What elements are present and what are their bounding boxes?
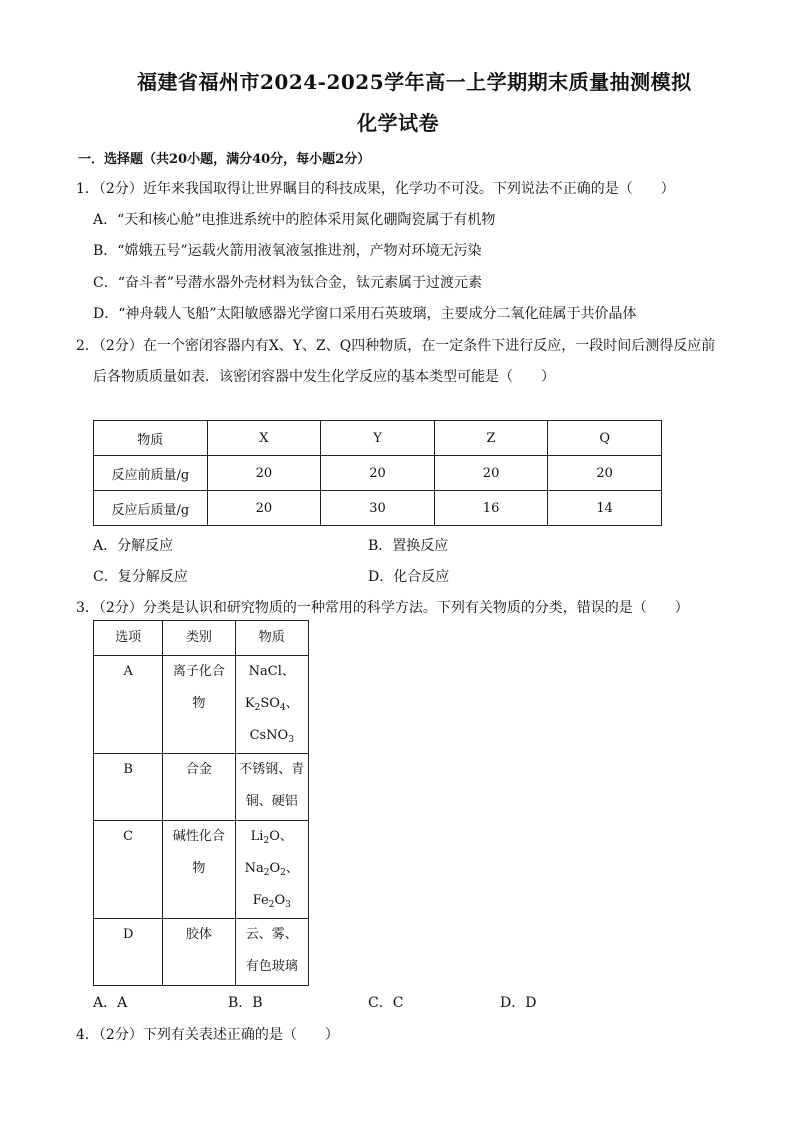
question-3-option-a[interactable]: A．A [93, 995, 128, 1011]
table-row [94, 656, 309, 754]
table-header-cell: 物质 [94, 421, 208, 456]
question-1-option-d[interactable]: D．“神舟载人飞船”太阳敏感器光学窗口采用石英玻璃，主要成分二氧化硅属于共价晶体 [93, 306, 637, 322]
table-cell: 反应后质量/g [94, 491, 208, 526]
formula-subscript: 4 [279, 703, 286, 713]
table-row [94, 754, 309, 821]
table-cell: 20 [321, 456, 435, 491]
table-cell-category [163, 754, 235, 821]
table-header-cell: 物质 [235, 621, 308, 656]
question-2-stem-line2: 后各物质质量如表．该密闭容器中发生化学反应的基本类型可能是（ ） [93, 369, 555, 385]
table-row [94, 491, 662, 526]
table-cell-category [163, 919, 235, 986]
cell-line: 云、雾、 [245, 927, 298, 942]
section-heading: 一．选择题（共20小题，满分40分，每小题2分） [78, 152, 371, 167]
question-2-table [93, 420, 662, 526]
question-1-option-c[interactable]: C．“奋斗者”号潜水器外壳材料为钛合金，钛元素属于过渡元素 [93, 275, 483, 291]
formula-subscript: 2 [263, 868, 270, 878]
question-3-option-b[interactable]: B．B [228, 995, 263, 1011]
formula-text: O [269, 861, 281, 876]
cell-line [236, 656, 308, 688]
formula-subscript: 2 [280, 868, 286, 878]
question-3-table [93, 620, 309, 986]
table-header-row [94, 621, 309, 656]
table-cell: 14 [548, 491, 662, 526]
cell-line [236, 720, 308, 752]
question-3-stem: 3．（2分）分类是认识和研究物质的一种常用的科学方法。下列有关物质的分类，错误的是（ ） [76, 600, 689, 616]
page-title-line1: 福建省福州市2024-2025学年高一上学期期末质量抽测模拟 [137, 70, 692, 94]
question-3-option-d[interactable]: D．D [500, 995, 537, 1011]
table-cell: 16 [434, 491, 548, 526]
formula-subscript: 2 [263, 836, 270, 846]
question-1-stem: 1．（2分）近年来我国取得让世界瞩目的科技成果，化学功不可没。下列说法不正确的是（ ） [76, 181, 675, 197]
page-title-line2: 化学试卷 [357, 111, 439, 135]
table-header-cell: Z [434, 421, 548, 456]
formula-subscript: 2 [268, 900, 275, 910]
table-cell-category [163, 656, 235, 754]
formula-text: K [244, 696, 255, 711]
formula-text: CsNO [249, 728, 289, 743]
table-header-row [94, 421, 662, 456]
table-cell: 反应前质量/g [94, 456, 208, 491]
cell-line [236, 688, 308, 720]
question-1-option-a[interactable]: A．“天和核心舱”电推进系统中的腔体采用氮化硼陶瓷属于有机物 [93, 212, 496, 228]
formula-text: O [274, 893, 286, 908]
cell-line: 物 [192, 696, 206, 711]
table-cell: 30 [321, 491, 435, 526]
table-header-cell: Q [548, 421, 662, 456]
table-cell-substance [235, 821, 308, 919]
cell-line: 离子化合 [172, 664, 225, 679]
question-2-option-d[interactable]: D．化合反应 [368, 569, 450, 585]
cell-line [236, 885, 308, 917]
table-cell-substance [235, 754, 308, 821]
table-row [94, 821, 309, 919]
cell-line: 物 [192, 861, 206, 876]
table-header-cell: 类别 [163, 621, 235, 656]
formula-subscript: 2 [254, 703, 261, 713]
table-cell: 20 [207, 456, 321, 491]
cell-line: 合金 [185, 762, 212, 777]
table-row [94, 919, 309, 986]
cell-line: 胶体 [185, 927, 212, 942]
formula-text: Li [250, 829, 264, 844]
cell-line: 不锈钢、青 [239, 762, 305, 777]
table-row [94, 456, 662, 491]
question-2-option-a[interactable]: A．分解反应 [93, 538, 174, 554]
question-2-option-c[interactable]: C．复分解反应 [93, 569, 188, 585]
formula-text: 、 [285, 861, 299, 876]
cell-line: 有色玻璃 [245, 959, 298, 974]
formula-subscript: 3 [288, 735, 294, 745]
cell-line: 铜、硬铝 [245, 794, 298, 809]
question-1-option-b[interactable]: B．“嫦娥五号”运载火箭用液氧液氢推进剂，产物对环境无污染 [93, 243, 482, 259]
question-3-option-c[interactable]: C．C [368, 995, 404, 1011]
table-header-cell: Y [321, 421, 435, 456]
formula-text: 、 [285, 696, 299, 711]
table-cell-category [163, 821, 235, 919]
formula-text: O、 [269, 829, 293, 844]
table-cell-option: B [94, 754, 163, 821]
cell-line [236, 821, 308, 853]
table-cell-substance [235, 656, 308, 754]
table-cell: 20 [434, 456, 548, 491]
formula-text: Na [244, 861, 264, 876]
table-cell-option: A [94, 656, 163, 754]
table-header-cell: 选项 [94, 621, 163, 656]
table-cell-option: C [94, 821, 163, 919]
formula-text: SO [260, 696, 280, 711]
formula-text: Fe [252, 893, 269, 908]
table-header-cell: X [207, 421, 321, 456]
formula-subscript: 3 [285, 900, 291, 910]
table-cell: 20 [207, 491, 321, 526]
table-cell-option: D [94, 919, 163, 986]
cell-line [236, 853, 308, 885]
question-2-stem-line1: 2．（2分）在一个密闭容器内有X、Y、Z、Q四种物质，在一定条件下进行反应，一段时间后测得反应前 [76, 338, 716, 354]
cell-line: 碱性化合 [172, 829, 225, 844]
formula-text: NaCl、 [248, 664, 295, 679]
question-2-option-b[interactable]: B．置换反应 [368, 538, 449, 554]
table-cell: 20 [548, 456, 662, 491]
table-cell-substance [235, 919, 308, 986]
question-4-stem: 4．（2分）下列有关表述正确的是（ ） [76, 1027, 339, 1043]
